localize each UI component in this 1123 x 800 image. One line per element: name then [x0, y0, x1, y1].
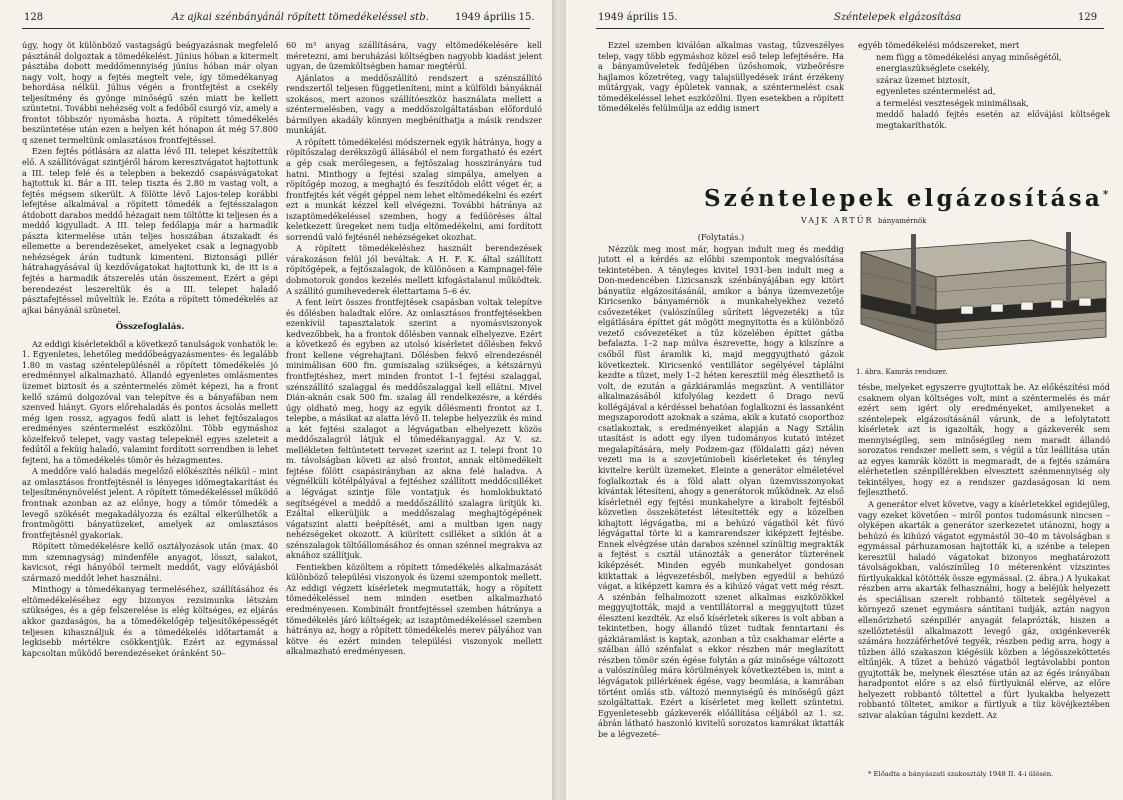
figure-shaft: [911, 234, 916, 314]
paragraph: A röpített tömedékeléshez használt berendezések várakozáson felül jól beváltak. A H. F. K. által szállított röpítőgépek, a fejtőszalagok, de különösen a Kampnagel-féle dobmotorok gondos kezelés mellett kifogástalanul működtek. A szállító gumihevederek élettartama 5–6 év.: [286, 243, 542, 296]
list-item: száraz üzemet biztosít,: [876, 74, 971, 85]
left-date: 1949 április 15.: [455, 12, 535, 23]
list-item: nem függ a tömedékelési anyag minőségétől,: [876, 51, 1062, 62]
paragraph: Röpített tömedékelésre kellő osztályozások után (max. 40 mm szemnagyság) mindenféle anyagot, lösszt, salakot, kavicsot, régi hányóból termelt meddőt, vagy elővájásból származó meddőt lehet használni.: [22, 541, 278, 583]
right-top-column-2: [858, 40, 1110, 146]
paragraph: Minthogy a tömedékanyag termeléséhez, szállításához és eltömedékeléséhez egy bizonyos rezsimunka létszám szükséges, és a gép felszerelése is elég költséges, ez eljárás akkor gazdaságos, ha a tömedékelőgép teljesítőképességét teljesen kihasználjuk és a tömedékelés időtartamát a legkisebb mértékre csökkentjük. Ezért az egymással kapcsoltan működő berendezéseket óránként 50–: [22, 584, 278, 658]
right-top-column-1: [598, 40, 844, 146]
footnote: * Előadta a bányászati szakosztály 1948 II. 4-i ülésén.: [868, 770, 1054, 778]
left-header-rule: [22, 28, 530, 29]
article-title-text: Széntelepek elgázosítása: [704, 185, 1103, 212]
paragraph: tésbe, melyeket egyszerre gyujtottak be. Az előkészítési mód csaknem olyan költséges volt, mint a széntermelés és már ezért sem igért oly eredményeket, amilyeneket a széntelepek elgázosításánál várunk, de a lefolytatott kísérletek azt is igazolták, hogy a gázkeverék sem mennyiségileg, sem minőségileg nem maradt állandó sorozatos rendszer mellett sem, s végül a tűz leállításа után az egyes kamrák között is megmaradt, de a fejtés számára elérhetetlen szénpillérekben elvesztett szénmennyiség oly tekintélyes, hogy ez a rendszer gazdaságosan ki nem fejleszthető.: [858, 382, 1110, 498]
paragraph: A fent leírt összes frontfejtések csapásban voltak telepítve és dőlésben haladtak előre. Az omlasztásos frontfejtésekben ezenkívül tapasztalatok szerint a nyomásviszonyok kedvezőbbek, ha a frontok dőlésben vannak elhelyezve. Ezért a következő és egyben az utolsó kísérletet dőlésben fekvő front kellene végrehajtani. Dőlésben fekvő elrendezésnél minimálisan 600 fm. gumiszalag szükséges, a kétszárnyú frontfejtéshez, mert minden frontot 1–1 fejtési szalaggal, szénszállító szalaggal és meddőszalaggal kell ellátni. Mivel Dián-aknán csak 500 fm. szalag áll rendelkezésre, a kérdés úgy oldható meg, hogy az egyik dőlésmenti frontot az I. telepbe, a másikat az alatta lévő II. telepbe helyezzük és mind a két fejtési szalagot a légvágatban elhelyezett közös meddőszalagról látjuk el tömedékanyaggal. Az V. sz. mellékleten feltüntetett tervezet szerint az I. telepi front 10 m. távolságban követi az alsó frontot, annak eltömedékelt fejtése fölött csapásirányban az akna felé haladva. A végnélküli kötélpályával a fejtéshez szállított meddőcsilléket a légvágat szintje föle vontatjuk és homlokbuktató segítségével a meddő a meddőszállító szalagra ürítjük ki. Ezáltal elkerüljük a meddőszalag meghajtógépének vágatszint alatti beépítését, ami a multban igen nagy nehézségeket okozott. A kiürített csilléket a siklón át a szénszalagok töltőállomásához és onnan szénnel megrakva az aknához szállítjuk.: [286, 297, 542, 561]
author-role: bányamérnök: [878, 217, 927, 225]
book-gutter: [552, 0, 566, 800]
paragraph: Fentiekben közöltem a röpített tömedékelés alkalmazását különböző települési viszonyok és üzemi szempontok mellett. Az eddigi végzett kísérletek megmutatták, hogy a röpített tömedékeléssel nem minden esetben alkalmazható eredményesen. Kombinált frontfejtéssel szemben hátránya a tömedékelés járó költségek; az iszaptömedékeléssel szemben hátránya az, hogy a röpített tömedékelés merev pályához van kötve és ezért minden települési viszonyok mellett alkalmazható eredményesen.: [286, 561, 542, 657]
left-page: [0, 0, 552, 800]
left-column-1: [22, 40, 278, 792]
figure-caption: 1. ábra. Kamrás rendszer.: [856, 368, 948, 376]
article-title: [704, 185, 1111, 212]
paragraph: Ezzel szemben kiválóan alkalmas vastag, tűzveszélyes telep, vagy több egymáshoz közel eső telep lefejtésére. Ha a bányaműveletek fedűjében üzőshomok, vizbeörésre hajlamos kőzetréteg, vagy talajsüllyedések iránt érzékeny műtárgyak, vagy épületek vannak, a széntermelést csak tömedékeléssel lehet eszközölni. Ilyen esetekben a röpített tömedékelés felülmúlja az eddig ismert: [598, 40, 844, 114]
left-running-head: [172, 12, 429, 23]
right-header-rule: [596, 28, 1104, 29]
figure-chamber-system: [851, 232, 1116, 370]
paragraph: 60 m³ anyag szállítására, vagy eltömedékelésére kell méretezni, ami beruházási költségben nagyobb kiadást jelent ugyan, de üzemköltségben hamar megtérül.: [286, 40, 542, 72]
list-item: energiaszükséglete csekély,: [876, 63, 990, 74]
right-page-number: 129: [1078, 12, 1098, 23]
figure-shaft-2: [1066, 232, 1071, 302]
list-item: a termelési veszteségek minimálisak,: [876, 97, 1029, 108]
right-date: 1949 április 15.: [598, 12, 678, 23]
left-running-head-text: Az ajkai szénbányánál röpített tömedékeléssel stb.: [172, 12, 429, 23]
continued-note: (Folytatás.): [697, 232, 745, 242]
right-running-head: [834, 12, 961, 23]
list-item: meddő haladó fejtés esetén az elővájási költségek megtakaríthatók.: [876, 109, 1110, 130]
right-column-2: [858, 382, 1110, 766]
right-running-head-text: Széntelepek elgázosítása: [834, 12, 962, 23]
left-column-2: [286, 40, 542, 792]
article-author: [801, 216, 926, 225]
paragraph: Ajánlatos a meddőszállító rendszert a szénszállító rendszertől teljesen függetleníteni, mint a külföldi bányáknál szokásos, mert azonos szállítóeszköz használata mellett a széntermelésben, vagy a meddőszolgáltatásban előforduló bármilyen akadály könnyen megbéníthatja a másik rendszer munkáját.: [286, 72, 542, 136]
paragraph: Ezen fejtés pótlására az alatta lévő III. telepet készítettük elő. A szállítóvágat szintjéről három keresztvágatot hajtottunk a III. telep felé és a telepben a bekezdő csapásvágatokat hajtottuk ki. Bár a III. telep tiszta és 2.80 m vastag volt, a fejtés mégsem sikerült. A fölötte lévő Lajos-telep korábbi lefejtése alkalmával a röpített tömedék a fejtésszalagon átdobott darabos meddő hézagait nem töltötte ki teljesen és a meddő kigyulladt. A III. telep fedőlapja már a harmadik pászta kitermelése után teljes hosszában átszakadt és ellemette a berendezéseket, amelyeket csak a legnagyobb nehézségek árán tudtunk kimenteni. Biztonsági pillér hátrahagyásával új kezdővágatokat hajtottunk ki, de itt is a fejtés a harmadik átszerelés után összement. Ezért a gépi berendezést leszereltük és a III. telepet haladó pásztafejtéssel műveltük le. Ezóta a röpített tömedékelés az ajkai bányánál szünetel.: [22, 146, 278, 315]
right-page: [566, 0, 1123, 800]
list-intro: egyéb tömedékelési módszereket, mert: [858, 40, 1020, 50]
paragraph: A röpített tömedékelési módszernek egyik hátránya, hogy a röpítőszalag derékszögű állásából el nem forgatható és ezért a gép csak merőlegesen, a fejtőszalag hosszirányára tud hatni. Minthogy a fejtési szalag simpálya, amelyen a röpítőgép mozog, a meghajtó és feszítődob előtt véget ér, a frontfejtés két végét géppel nem lehet eltömedékelni és ezért ezt a munkát kézzel kell elvégezni. További hátránya az iszaptömedékeléssel szemben, hogy a fedűöréses által keletkezett üregeket nem tudja eltömedékelni, ami fordított sorrendű való fejtésnél nehézségeket okozhat.: [286, 136, 542, 242]
list-item: egyenletes széntermelést ad,: [876, 86, 996, 97]
footnote-mark: *: [1102, 189, 1112, 201]
right-column-1: [598, 232, 844, 792]
left-page-number: 128: [24, 12, 44, 23]
paragraph: Nézzük meg most már, hogyan indult meg és meddig jutott el a kérdés az előbbi szempontok megvalósítása tekintetében. A tényleges kivitel 1931-ben indult meg a Don-medencében Lizicsanszk szénbányájában egy kitört bányatüz elgázosításánál, amikor a bánya üzemvezetője Kiricsenko bányamérnök a munkahelyekhez vezető csővezetéket (valószínűleg sűrített légvezeték) a tűz elgátlására építtet gát mögött megnyitotta és a különböző vezető csővezetéket a tűz közelében építtet gátba befalazta. 1–2 nap múlva észrevette, hogy a kilszínre a csőből füst áramlik ki, majd meggyujtható gázok következtek. Kiricsenkó ventillátor segélyével táplálni kezdte a tüzet, mely 1–2 héten keresztül még éleszthető is volt, de ezután a gázkiáramlás megszünt. A ventillátor alkalmazásából kifolyólag kezdett ő Drago nevű kollégájával a kérdéssel behatóan foglalkozni és lassanként megszaporodott azoknak a száma, akik a kutató csoporthoz csatlakoztak, s eredményeiket alapján a Nagy Sztálin utasítást is adott egy ilyen tudományos kutató intézet megalapítására, mely Podzem-gaz (földalatti gáz) néven vezeti ma is a szovjetúniobeli kísérleteket és tényleg kivitelre került üzemeket. Eleinte a generátor elméletével foglalkoztak és a föld alatt olyan üzemvisszonyokat kívántak létesíteni, ahogy a generátorok működnek. Az első kísérletnél egy fejtési munkahelyre a kirabolt fejtésből közvetlen összekötetést létesítették egy a közelben kihajtott légvágatba, mi a behúzó vágatból két fúvó légvágattal törte ki a kamrarendszer kiképzett fejtésbe. Ennek elvégzése után darabos szénnel színültig megrakták a fejtést s csztál utánozták a generátor tüzterének kiképzését. Minden egyéb munkahelyet gondosan kiiktattak a légvezetésből, melyben egyedül a behúzó vágat, a kiképzett kamra és a kihúzó vágat vett még részt. A szénbán felhalmozott szenet alkalmas eszközökkel meggyujtották, majd a ventillátorral a meggyujtott tüzet éleszteni kezdték. Az első kísérletek sikeres is volt abban a tekintetben, hogy állandó tüzet tudtak fenntartani és gázkiáramlást is kaptak, azonban a tűz csakhamar elérte a szálban álló szénfalat s ekkor részben már meglazított részben tömör szén égése folytán a gáz minősége változott a valószínűleg mára körülmények következtében is, mint a légvágatok pillérkének égése, vagy beomlása, a kamrában történt omlás stb. változó mennyiségű és minőségű gázt szolgáltattak. Ezért a kísérletet meg kellett szüntetni. Egyenletesebb gázkeverék előállítása céljából az 1. sz. ábrán látható haszonló kivitelű sorozatos kamrákat iktatták be a légvezeté-: [598, 243, 844, 739]
paragraph: A generátor elvet követve, vagy a kísérletekkel egidejűleg, vagy ezeket követően – miről pontos tudomásunk nincsen – olyképen akarták a generátor szerkezetet utánozni, hogy a behúzó és kihúzó vágatot egymástól 30–40 m távolságban s egymással párhuzamosan hajtották ki, a szénbe a telepen keresztül haladó vágatokat bizonyos meghatározott távolságokban, valószínűleg 10 méterenként vízszintes fúrtlyukakkal kötötték össze egymással. (2. ábra.) A lyukakat részben arra akarták felhasználni, hogy a beléjük helyezett és speciálisan szerelt robbantó töltetek segélyével a környező szenet egymásra sántítani tudják, aztán nagyon ellenőrizhető szénpillér anyagát felaprózták, hiszen a szellőztetésül alkalmazott levegő gáz, oxigénkeverék számára hozzáférhetővé tegyék, részben pedig arra, hogy a tűzben álló szakaszon kiégésük közben a légösszeköttetés eltűnjék. A tűzet a behúzó vágatból legtávolabbi ponton gyujtották be, melynek élesztése után az az égés irányában haradpontot előre s az első fúrtlyuknál elérve, az előre helyezett robbantó töltettel a fúrt lyukakba helyezett robbantó töltetet, amikor a fúrtlyuk a tüz kövéjkeztében szivar alakúan tágulni kezdett. Az: [858, 499, 1110, 720]
paragraph: A meddőre való haladás megelőző előkészítés nélkül – mint az omlasztásos frontfejtésnél is lényeges időmegtakarítást és teljesítménynövelést jelent. A röpített tömedékeléssel működő frontnak azonban az az előnye, hogy a tömör tömedék a levegő szökését megakadályozza és ezáltal elkerülhetők a frontmögötti bányatüzeket, amelyek az omlasztásos frontfejtésnél gyakoriak.: [22, 466, 278, 540]
subheading: Összefoglalás.: [115, 322, 185, 333]
paragraph: úgy, hogy öt különböző vastagságú beágyazásnak megfelelő pásztánál dolgoztak a tömedékelést. Június hóban a kitermelt pásztába dobott meddőmennyiség június hóban már olyan nagy volt, hogy a fejtés megtelt vele, így tömedékanyag behordása nélkül. Július végén a frontfejtést a csekély teljesítmény és gyönge minőségű szén miatt be kellett szüntetni. További nehézség volt a fedőből csurgó víz, amely a frontot többször nyomásba hozta. A röpített tömedékelés beszüntetése után ezen a helyen két hónapon át még 57.800 q szenet termeltünk omlasztásos frontfejtéssel.: [22, 40, 278, 145]
author-name: VAJK ARTÚR: [801, 216, 874, 225]
paragraph: Az eddigi kísérletekből a következő tanulságok vonhatók le: 1. Egyenletes, lehetőleg meddőbeágyazásmentes- és legalább 1.80 m vastag széntelepülésnél a röpített tömedékelés jó eredménnyel alkalmazható. Állandó egyenletes omlásmentes üzemet biztosít és a széntermelés zömét képezi, ha a front kellő számú dolgozóval van telepítve és a bányafában nem szenved hiányt. Gyors előrehaladás és pontos ácsolás mellett még igen rossz, agyagos fedű alatt is lehet fejtőszalagos eredményes széntermelést eszközölni. Több egymáshoz közelfekvő telepet, vagy vastag telepeknél egyes szeleteit a fedűtől a feküig haladó, valamint fordított sorrendben is lehet fejteni, ha a tömedékelés tömör és hézagmentes.: [22, 338, 278, 465]
